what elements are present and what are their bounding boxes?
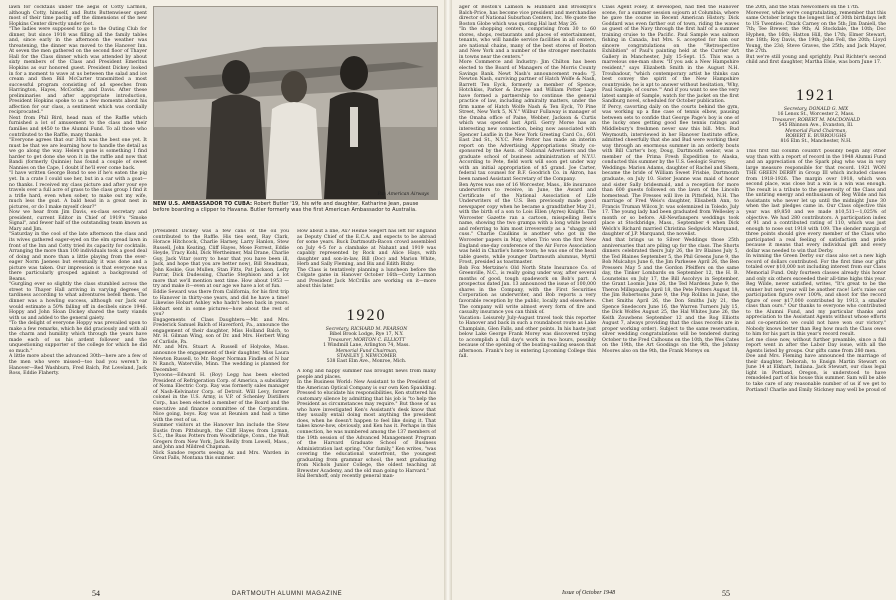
left-column-2: [President Dickey was a few cans of the oil you contributed to the Raffle. His ties sent, Ray Clark, Horace Hitchcock, Charlie Harney, Larry Hanlon, Stew Russell, John Keating, Cliff Hayes, Mose Forrest, Eddie Heyde, Tracy Kohl, Dick Wertheimer, Mal Drane, Charlie Guy, Jack Vitar (sorry to hear that you have been ill, Jack, and hope that you are better now), Bill Steadman, John Koskie, Gus Mullen, Stan Fitts, Pat Jackson, Lefty Farrar, Dick Dudessing, Charlie Stephison and a lot more that we'll mention next time. How about 1953 —try and make it—even at our age we have a lot of fun. Eddie Seward was there from California, for his first trip to Hanover in thirty-one years, and did he have a time! Likewise Hobart Ashley who hadn't been back in years. Hobart sent in some pictures—how about the rest of you? Engagements of Class Daughters:—Mr. and Mrs. Frederick Samuel Balch of Haverford, Pa., announce the engagement of their daughter, Miss Holland Balch, to Mr. H. Gilman Wing, son of Dr. and Mrs. Herbert Wing of Carlisle, Pa. Mr. and Mrs. Stuart A. Russell of Holyoke, Mass. announce the engagement of their daughter, Miss Laura Newton Russell, to Mr. Roger Norman Findlen of N bar N Ranch, Waterville, Minn. The wedding is planned for December. Tycoons—Edward H. (Roy) Legg has been elected President of Refrigeration Corp. of America, a subsidiary of Noma Electric Corp. Ray was formerly sales manager of Nash-Kelvinator Corp. of Detroit. Will Levy, former colonel in the U.S. Army, is V.P. of Schenley Distillers Corp., has been elected a member of the Board and the executive and finance committee of the Corporation. Nice going, boys. Ray was at Reunion and had a time with the rest of us. Summer visitors at the Hanover Inn include the Stew Eustis from Pittsburgh, the Cliff Hayes from Lyman, S.C., the Russ Potters from Woodbridge, Conn., the Walt Gregers from New York, Jack Reilly from Lowell, Mass., and John and Mildred Chapman. Nick Sandoe reports seeing Ax and Mrs. Warden in Great Falls, Montana this summer. [153, 229, 289, 462]
right-column-2: Class Agent Foley, it developed, had fled the Hanover scene, for a summer session sojourn at Columbia, where he gave the course in Recent American History. Dick Goddard was even farther out of town, riding the waves as guest of the Navy through the first half of a summer training cruise to the Pacific. Paul Sample was salmon fishing in Canada, but Mrs. S. accepted for him our sincere congratulations on the "Retrospective Exhibition" of Paul's painting held at the Currier Art Gallery in Manchester, July 15-Sept. 15. This was a marvelous one-man show. "If you ask a New Hampshire resident," says Elizabeth Smith in the August N.H. Troubadour, "which contemporary artist he thinks can best convey the spirit of the New Hampshire countryside, he is apt to answer without hesitation, 'Why, Paul Sample, of course.'" And if you want to see the very latest sample of Sample, watch for the jacket on the first Sandburg novel, scheduled for October publication. If Percy, cavorting daily on the courts behind the gym, was working up a fine case of tennis elbow, pausing between sets to confide that George Page's boy is one of the lucky ones getting good flee tennis ratings and Middlebury's freshmen never saw this bill. Mrs. Bud Weymouth, interviewed in her Hanover Institute office, admitted cheerfully that she and Bud were working their way through an enormous summer in an orderly bouts with Bill Carter's boy, Doug, Dartmouth senior, was a member of the Prima Fresh Expedition to Alaska, conducted this summer by the U.S. Geologic Survey. Weddings: Marion Adams, daughter of Rachel and Shem, became the bride of William Sweet Frisbie, Dartmouth graduate, on July 10. Sister Jeanne was maid of honor and sister Sally bridesmaid, and a reception for more than 600 guests followed on the lawn of the Lincoln homestead. The Fresses will live in Pittsfield, N.H. The marriage of Fred Weis's daughter, Elisabeth Ann, to Francis Truman Wilcox Jr. was solemnized in Toledo, July 17. The young lady had been graduated from Wellesley a month or so before. All-Newfanspers weddings took place at Stockbridge, Mass., September 4 when Dick Welch's Richard married Christina Sedgwick Marquand, daughter of J.P. Marquand, the novelist. And that brings us to Silver Weddings those 25th anniversaries that are piling up for the class. The Shorts dinners celebrated theirs July 26, the Irv Blaines July 5, the Ted Blaines September 5, the Phil Greens June 9, the Bob Mulcahys June 6, the Jim Parkesee April 26, the Ben Pressers May 5 and the Gordon Pfeiffers on the same day, the Tinker Lombards on September 12, the H. B. Lounsteins on July 17, the Bill Ascolvys in September, the Grant Loomis June 26, the Ted Mardens June 9, the Theron Millspaughs April 18, the Pete Potters August 18, the Jim Robertsons June 9, the Pop Rollins in June, the Chet Smiths April 26, the Don Smiths July 21, the Spence Snedecors June 16, the Warren Turners July 15, the Dick Wolfes August 25, the Hal Whites June 26, the Keith Zouwbens September 12 and the Rog Elliotts August 7, always providing that the class records are in proper working order). Subject to the same reservation, silver wedding congratulations will be tendered during October to the Fred Calhouns on the 10th, the Wes Cates on the 19th, the Art Goodings on the 9th, the Johnny Moores also on the 9th, the Frank Moreys on [602, 5, 739, 354]
year-heading-1921: 1921 [796, 87, 836, 104]
ambassador-photo [153, 6, 438, 200]
issue-footer: Issue of October 1948 [562, 590, 616, 596]
page-number-left: 54 [92, 589, 100, 598]
magazine-footer: DARTMOUTH ALUMNI MAGAZINE [232, 591, 343, 597]
right-column-3-top: the 20th, and the Stan Newcomers on the 17th. Moreover, while we're congratulating, remember that this same October brings the longest list of 30th birthdays left to US Twenties: Chuck Carney on the 5th; Jim Daniell, the 7th; Tee Brewer, the 9th; Al Stockdale, the 10th; Doc Hyphen, the 16th; Hatton Hill, the 17th; Elmer Stewart, the 18th; Roy Davis, the 19th; John Fell, the 20th; Lloyd Young, the 23d; Steve Graves, the 25th; and Jack Mayer, the 27th. But we're still young and sprightly. Paul Richter's second child and first daughter, Martha Elsie, was born June 17. [746, 5, 886, 66]
class-officers-1921 [746, 107, 886, 145]
treasurer-1921: Treasurer, ROBERT M. MACDONALD [771, 117, 861, 123]
book-gutter [444, 0, 452, 600]
year-heading-1920: 1920 [346, 307, 387, 324]
photo-image [154, 7, 437, 199]
caption-lead: NEW U.S. AMBASSADOR TO CUBA: [153, 201, 253, 207]
photo-credit: Pan American Airways [377, 192, 429, 197]
fund-chair-address-1921: 816 Elm St., Manchester, N.H. [780, 139, 852, 145]
treasurer-address-1921: 545 Rhinnon Ave., Evanston, Ill. [778, 123, 854, 129]
right-page [452, 0, 896, 600]
page-number-right: 55 [722, 589, 730, 598]
fund-chair-name-1921: ROBERT E. BURROUGHS [785, 134, 847, 140]
class-officers-1920 [297, 327, 436, 365]
secretary-address-1920: Bibel Brook Lodge, Rye 17, N.Y. [329, 332, 404, 338]
fund-chair-name-1920: STANLEY J. NEWCOMER [336, 354, 397, 360]
secretary-1921: Secretary, DONALD G. MIX [783, 107, 849, 112]
fund-chair-label-1920: Memorial Fund Chairman, [335, 348, 398, 354]
secretary-address-1921: 16 Lenox St., Worcester 2, Mass. [777, 112, 855, 118]
fund-chair-address-1920: 538 East Elm Ave., Monroe, Mich. [326, 359, 407, 365]
right-column-3-1921-text: This first fall column couldn't possibly begin any other way than with a report of record in the 1948 Alumni Fund and an appreciation of the Spark plug who was in very large measure responsible for that record. 1921 WON THE GREEN DERBY in Group III which included classes from 1918-1926. The margin over 1918, which won second place, was close but a win is a win was enough. The result is a tribute to the generosity of the Class and the untiring energy and enthusiasm of Reg Wilde and his Assistants who never let up until the midnight June 30 when the last pledges came in. Our Class objective this year was $9,850 and we made $10,511—1,025% of objective. We had 280 contributors. A participation index of 91 and a contributed rating of 110, which was just enough to nose out 1918 with 109. The slender margin of three points should give every member of the Class who participated a real feeling of satisfaction and pride because it means that every individual gift and every dollar was needed to win that Derby. In winning the Green Derby our class also set a new high record of dollars contributed. For the first time our gifts totaled over $10,000 not including interest from our Class Memorial Fund. Only fourteen classes already this honor and only six others exceeded their all-time highs this year. Reg Wilde, never satisfied, writes, "It's great to be the winner but next year will be another race! Let's raise our participation figure over 100%, and shoot for the record figure of over $17,000 contributed by 1913, a smaller class than ours." Our thanks to everyone who contributed to the Alumni Fund, and my particular thanks and appreciation to the Assistant Agents without whose efforts and co-operation we could not have won our victory." Nobody knows better than Reg how much the Class owes to him for his part in this year's record result. Let me close now, without further preamble, since a full report went in after the Labor Day issue, with all the Agents listed by groups. Our gifts came from 280 men. Doe and Mrs. Fleming have announced the marriage of their daughter, Deborah, to Ensign Martin Stewart on June 14 at Elkhart, Indiana. Jack Stewart, our class legal light in Portland, Oregon, is understood to have remodeled part of his house this summer. Sam will be able to take care of any reasonable number of us if we get to Portland! Charlie and Emily Stickney may well be proud of [746, 149, 886, 393]
right-column-1: ager of Boston's Lamson & Hubbard and Brooklyn's Balch-Price, has become vice president and merchandise director of National Suburban Centers, Inc. We quote the Boston Globe which was quoting Hal last May 26: "In the shopping centers, comprising from 30 to 60 stores, shops, restaurants and places of entertainment, tenants, who will handle service facilities in all centers, are national chains, many of the best stores of Boston and New York and a number of the stronger merchants in towns near the centers." More Commerce and Industry: Jim Chilton has been elected to the Board of Managers of the Morris County Savings Bank. Newt Nash's announcement reads: "J. Newton Nash, surviving partner of Hatch Wolfe & Nash, Barrett Ten Eyck, formerly a member of Spence, Hotchkiss, Parker & Duryee and William Potter Lage have formed a partnership to continue the general practice of law, including admiralty matters, under the firm name of Hatch Wolfe Nash & Ten Eyck, 70 Pine Street, New York 5, N.Y." Wilbur Fullaway is manager of the Omaha office of Paine, Webber, Jackson & Curtis which was opened last April. Gerry Morse has an interesting new connection, being now associated with Spencer Leaflie in the New York Greeting Card Co., 601 East 2nd St., N.Y.C. Pete Potter has made an interim report on the Advertising Appropriations Study co-sponsored by the Assn. of National Advertisers and the graduate school of business administration of N.Y.U. According to Pete, field work will soon get under way with an initial appropriation of $5 grand. Joe Carter, federal tax counsel for B.F. Goodrich Co. in Akron, has been named Assistant Secretary of the Company. Ben Ayres was one of 16 Worcester, Mass., life insurance underwriters to receive, in June, the Award and Certificate of the National Association of Life Underwriters of the U.S. Ben previously made good newspaper copy when he became a grandfather May 21, with the birth of a son to Lois Ellen (Ayres) Knight. The Worcester Gazette ran a cartoon, misspelling Ben's name, showing the two grampa with a long white beard and referring to him most irreverently as a "shaggy old cuss." Charlie Caulkins is another who got in the Worcester papers in May, when Trio won the first New England one-day conference of the Air Force Association was held in Charlie's home town; he was one of the head table guests, while younger Dartmouth alumnus, Myrtil Frost, presided as toastmaster. Bob Fox Mertzine's Old North State Insurance Co. of Greenville, N.C., is really going under way, after several months of good, tough spadework on Bob's part. A prospectus dated Jan. 13 announced the issue of 100,000 shares in the Company, with the First Securities Corporation as underwriter, and Bob reports a very favorable reception by the public, locally and elsewhere. The company will write almost every form of fire and casualty insurance you can think of. Vacation: Leisurely July-August travel took this reporter to Hanover and back in such a roundabout route as Lake Champlain, Glen Falls, and other points. In his haste just below Lake George Frank Morey was discovered trying to accomplish a full day's work in two hours, possibly because of the opening of the boating-sailing season that afternoon. Frank's boy is entering Lycoming College this fall. [459, 5, 596, 360]
caption-body: Robert Butler '19, his wife and daughter, Katharine Jean, pause before boarding a clipper to Havana. Butler formerly was the first American Ambassador to Australia. [153, 201, 419, 213]
fund-chair-label-1921: Memorial Fund Chairman, [785, 128, 847, 134]
photo-caption [153, 201, 436, 213]
left-column-1: lawn for cocktails under the aegis of Cotty Larmon, although Cotty, himself, and Butts Buttenwieser spent most of their time pacing off the dimensions of the new Hopkins Center directly under foot. "The ladies were supposed to go to the Outing Club for dinner, but since 1918 was filling all the family tables and, since early in the afternoon the weather was threatening, the dinner was moved to the Hanover Inn. At seven the men gathered on the second floor of Thayer Hall for the Class dinner which was attended by about sixty members of the Class and President Emeritus Hopkins as our honored guest. President Dickey looked in for a moment to wave at us between the salad and ice cream and then Bill McCarter transmitted a most successful program consisting of ad speeches from Harrington, Hayes, McCorkle, and Davis. After these preliminaries and after appropriate introduction, President Hopkins spoke to us a few moments about his affection for our class, a sentiment which was cordially reciprocated." Next from Phil Bird, head man of the Raffle which furnished a lot of amusement to the class and their families and $450 to the Alumni Fund. To all those who contributed to the Raffle, many thanks. "Everyone agrees that our 30th was the best one yet. It must be that we are learning how to handle the detail as we go along the way. Helen's gone is something I find harder to get done she won it in the raffle and now that Bandi (formerly Quinnie) has found a couple of sweet Nannies on the Cape, I doubt if he'll ever come back. "I have written George Bond to see if he's eaten the pig yet. In a crate I could use her, but in a car with a goat—no thanks. I received my class picture and after your eye travels over a full acre of grass to the class group I find it a trifle hard, even when sober, to make out my wife, much less the goat. A bald head in a great nest in pictures, or do I make myself clear?" Now we hear from Jim Davis, ex-class secretary and president, current Editor in Chief of 1919's "Smoke Signal", and fewer half of the outstanding team known as Mary and Jim. "Saturday in the cool of the late afternoon the class and its wives gathered eager-eyed on the elm spread lawn in front of the Inn and Cotty tried its capacity for cocktails. Arranging the more than 100 individuals took a good deal of doing and more than a little playing from the ever-eager Norm Jaeness but eventually it was done and a picture was taken. Our impression is that everyone was there particularly grouped against a background of Beams. "Gurgling ever so slightly the class stumbled across the street to Thayer Hall arriving in varying degrees of tardiness according to what adventures befell them. The dinner was a howling success, although our Jack ear would estimate a 50% falling off in decibels since 1946. Hoppy and John Sloan Dickey shared the tasty viands with us and added to the general gaiety. "To the delight of everyone Hoppy was prevailed upon to make a few remarks, which he did graciously and with all the charm and humility which through the years have made each of us his ardent follower and the unquestioning supporter of the college for which he did so much." A little more about the advanced 30th—here are a few of the men who were missed—too bad you weren't in Hanover—Red Washburn, Fred Balch, Pat Loveland, Jack Ross, Eddie Flaherty. [9, 5, 147, 377]
left-column-3-1920-text: A long and happy summer has brought news from many people and places. In the Business World: New Assistant to the President of the American Optical Company is our own Ken Spaulding. Pressed to elucidate his responsibilities, Ken stuttered his customary silence by admitting that his job is "to help the President as circumstances may require." But those of us who have investigated Ken's Assistant's desk know that they usually entail doing most anything the president does, when he doesn't happen to feel like doing it. That takes know-how, obviously, and Ken has it. Perhaps in this connection, he was numbered among the 137 members of the 19th session of the Advanced Management Program of the Harvard Graduate School of Business Administration last spring. "Our family," Ken writes, "was covering the educational waterfront, the youngest graduating from grammar school, the next graduating from Nichols Junior College, the oldest teaching at Brewster Academy, and the old man going to Harvard." Hal Bernhoff, only recently general man- [297, 369, 436, 480]
treasurer-address-1920: 1 Windmill Lane, Arlington 74, Mass. [323, 343, 410, 349]
secretary-1920: Secretary, RICHARD M. PEARSON [325, 327, 408, 332]
left-column-3-top: How about a line, Ax? Heinie Siegert has left for England as Deputy Chief of the E.C.A. and expects to be abroad for some years. Buck Dartmouth-Bacon crowd assembled on July 4-5 for a clambake at Nahant and 1919 was capably represented by Rock and Alice Hays, with daughter and son-in-law, Bill (Doc) and Marion White, Herb and Sally Fleming, and Bix and Edith Bixby. The Class is tentatively planning a luncheon before the Colgate game in Hanover October 16th—Cotty Larmon and President Jack McCrillis are working on it—more about this later. [297, 229, 436, 290]
left-page [0, 0, 444, 600]
treasurer-1920: Treasurer, MORTON C. ELLIOTT [327, 337, 406, 343]
